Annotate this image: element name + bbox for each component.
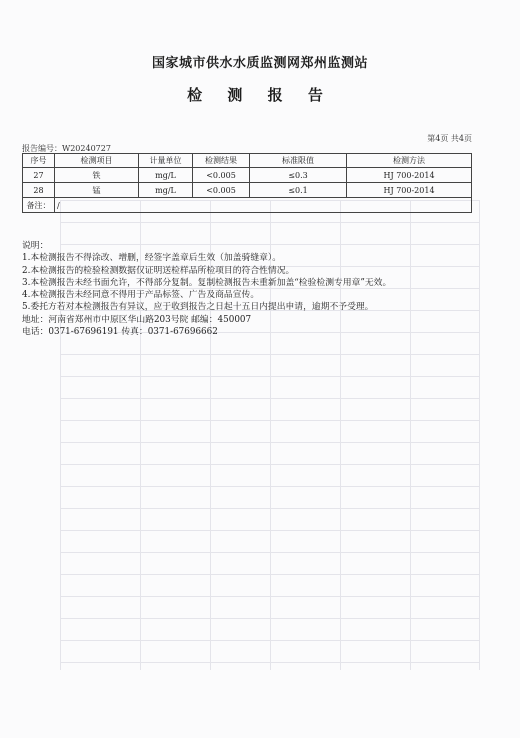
results-table	[22, 153, 472, 213]
table-row	[23, 183, 472, 198]
table-header-row	[23, 154, 472, 168]
phone-line: 电话：0371-67696191 传真：0371-67696662	[22, 327, 218, 338]
column-header: 计量单位	[139, 154, 193, 168]
cell-method: HJ 700-2014	[347, 168, 472, 183]
remark-value: /	[55, 198, 472, 213]
column-header: 检测结果	[193, 154, 250, 168]
table-row	[23, 168, 472, 183]
cell-limit: ≤0.1	[250, 183, 347, 198]
remark-label: 备注：	[23, 198, 55, 213]
column-header: 标准限值	[250, 154, 347, 168]
notes-section	[22, 240, 482, 338]
note-item: 2.本检测报告的检验检测数据仅证明送检样品所检项目的符合性情况。	[22, 265, 295, 276]
cell-method: HJ 700-2014	[347, 183, 472, 198]
cell-item: 锰	[55, 183, 139, 198]
cell-result: <0.005	[193, 183, 250, 198]
cell-unit: mg/L	[139, 168, 193, 183]
cell-no: 28	[23, 183, 55, 198]
column-header: 检测方法	[347, 154, 472, 168]
note-item: 4.本检测报告未经同意不得用于产品标签、广告及商品宣传。	[22, 290, 260, 301]
report-number: 报告编号：W20240727	[22, 144, 111, 153]
cell-no: 27	[23, 168, 55, 183]
column-header: 序号	[23, 154, 55, 168]
address-line: 地址：河南省郑州市中原区华山路203号院 邮编：450007	[22, 314, 252, 325]
cell-result: <0.005	[193, 168, 250, 183]
note-item: 5.委托方若对本检测报告有异议，应于收到报告之日起十五日内提出申请，逾期不予受理。	[22, 302, 374, 313]
cell-limit: ≤0.3	[250, 168, 347, 183]
notes-heading: 说明：	[22, 241, 49, 251]
remark-row	[23, 198, 472, 213]
note-item: 3.本检测报告未经书面允许，不得部分复制。复制检测报告未重新加盖“检验检测专用章”无效。	[22, 277, 392, 288]
cell-item: 铁	[55, 168, 139, 183]
cell-unit: mg/L	[139, 183, 193, 198]
column-header: 检测项目	[55, 154, 139, 168]
report-title: 检 测 报 告	[187, 86, 333, 104]
organization-name: 国家城市供水水质监测网郑州监测站	[151, 56, 368, 71]
page-number: 第4页 共4页	[427, 134, 472, 143]
note-item: 1.本检测报告不得涂改、增删，经签字盖章后生效（加盖骑缝章）。	[22, 253, 282, 264]
